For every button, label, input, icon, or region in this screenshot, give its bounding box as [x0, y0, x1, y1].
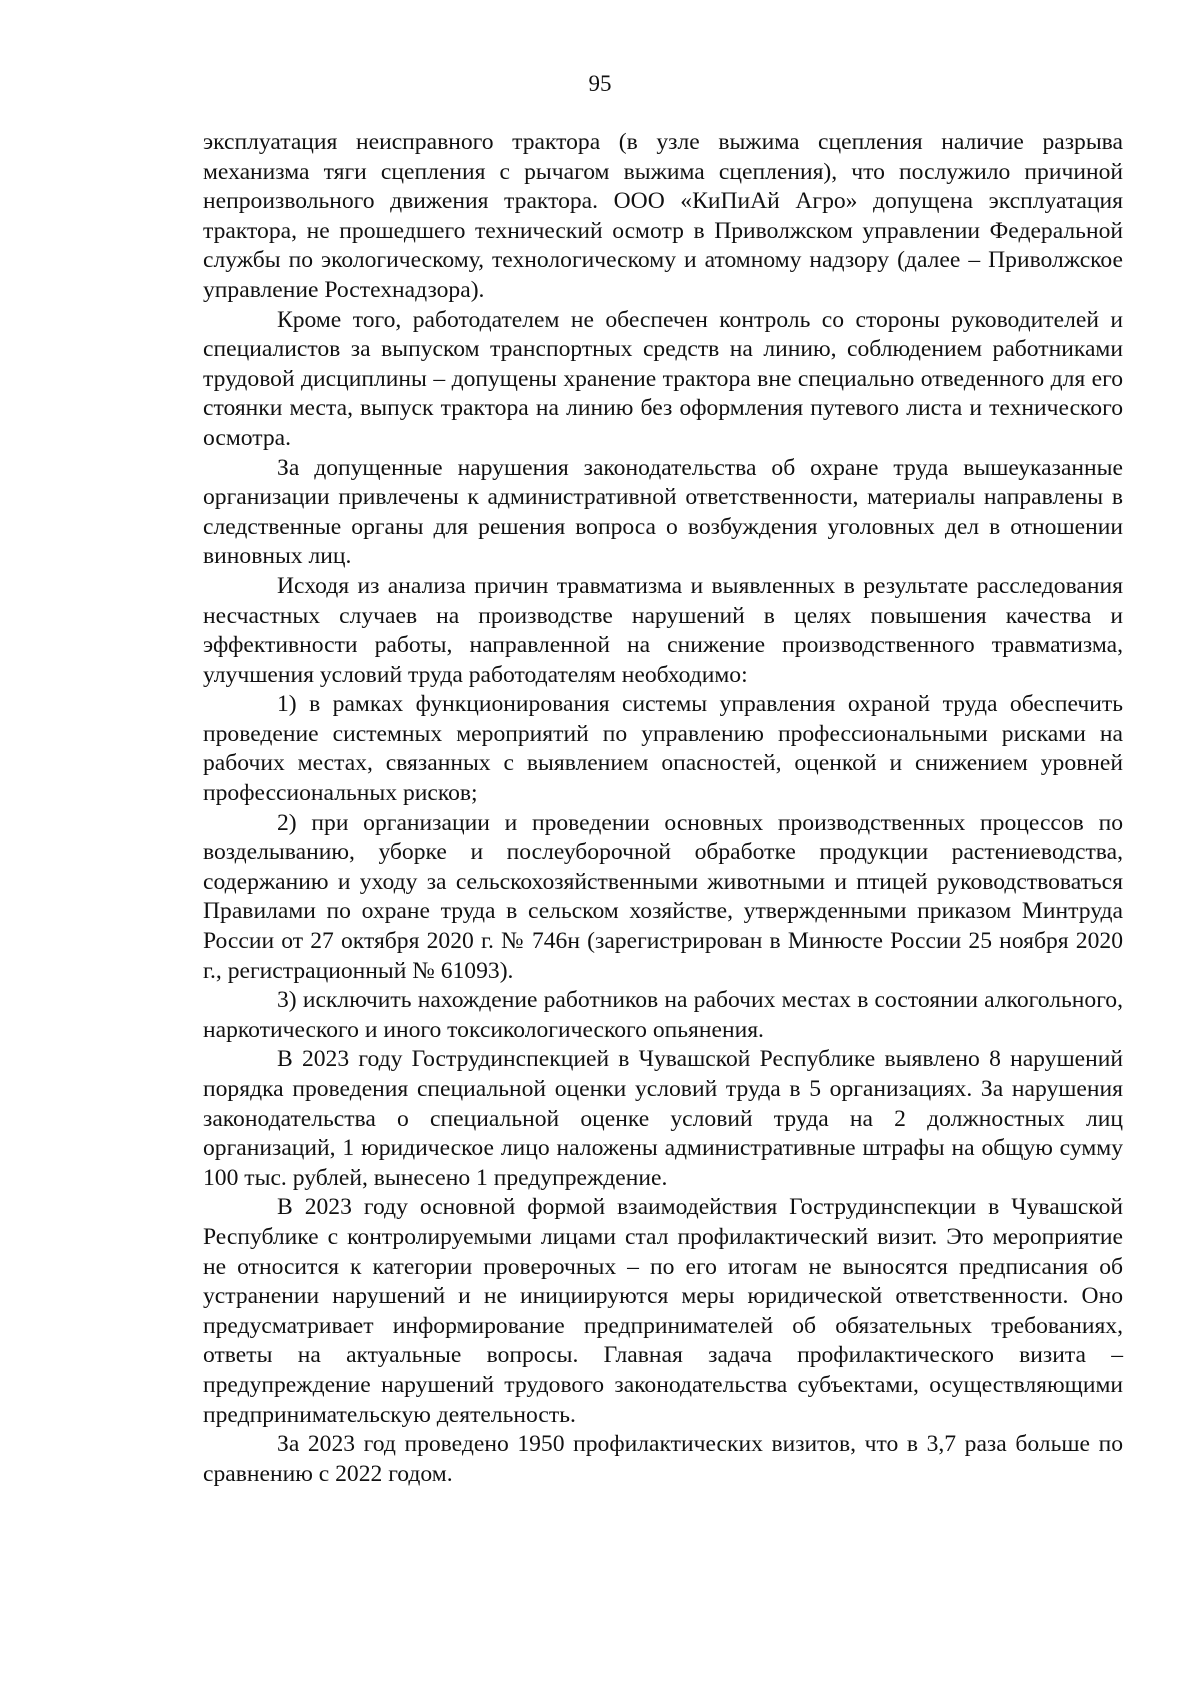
- paragraph-1: эксплуатация неисправного трактора (в узле выжима сцепления наличие разрыва механизма тяги сцепления с рычагом выжима сцепления), что послужило причиной непроизвольного движения трактора. ООО «КиПиАй Агро» допущена эксплуатация трактора, не прошедшего технический осмотр в Приволжском управлении Федеральной службы по экологическому, технологическому и атомному надзору (далее – Приволжское управление Ростехнадзора).: [203, 129, 1123, 303]
- document-body: [203, 128, 1123, 1489]
- list-item-1: 1) в рамках функционирования системы управления охраной труда обеспечить проведение системных мероприятий по управлению профессиональными рисками на рабочих местах, связанных с выявлением опасностей, оценкой и снижением уровней профессиональных рисков;: [203, 691, 1123, 807]
- list-item-2: 2) при организации и проведении основных производственных процессов по возделыванию, уборке и послеуборочной обработке продукции растениеводства, содержанию и уходу за сельскохозяйственными животными и птицей руководствоваться Правилами по охране труда в сельском хозяйстве, утвержденными приказом Минтруда России от 27 октября 2020 г. № 746н (зарегистрирован в Минюсте России 25 ноября 2020 г., регистрационный № 61093).: [203, 809, 1123, 984]
- paragraph-4: Исходя из анализа причин травматизма и выявленных в результате расследования несчастных случаев на производстве нарушений в целях повышения качества и эффективности работы, направленной на снижение производственного травматизма, улучшения условий труда работодателям необходимо:: [203, 572, 1123, 688]
- paragraph-2: Кроме того, работодателем не обеспечен контроль со стороны руководителей и специалистов за выпуском транспортных средств на линию, соблюдением работниками трудовой дисциплины – допущены хранение трактора вне специально отведенного для его стоянки места, выпуск трактора на линию без оформления путевого листа и технического осмотра.: [203, 306, 1123, 451]
- paragraph-6: В 2023 году основной формой взаимодействия Гострудинспекции в Чувашской Республике с контролируемыми лицами стал профилактический визит. Это мероприятие не относится к категории проверочных – по его итогам не выносятся предписания об устранении нарушений и не инициируются меры юридической ответственности. Оно предусматривает информирование предпринимателей об обязательных требованиях, ответы на актуальные вопросы. Главная задача профилактического визита – предупреждение нарушений трудового законодательства субъектами, осуществляющими предпринимательскую деятельность.: [203, 1194, 1123, 1428]
- list-item-3: 3) исключить нахождение работников на рабочих местах в состоянии алкогольного, наркотического и иного токсикологического опьянения.: [203, 987, 1123, 1043]
- page-number: 95: [588, 71, 612, 96]
- paragraph-7: За 2023 год проведено 1950 профилактических визитов, что в 3,7 раза больше по сравнению с 2022 годом.: [203, 1431, 1123, 1487]
- paragraph-5: В 2023 году Гострудинспекцией в Чувашской Республике выявлено 8 нарушений порядка проведения специальной оценки условий труда в 5 организациях. За нарушения законодательства о специальной оценке условий труда на 2 должностных лиц организаций, 1 юридическое лицо наложены административные штрафы на общую сумму 100 тыс. рублей, вынесено 1 предупреждение.: [203, 1046, 1123, 1191]
- paragraph-3: За допущенные нарушения законодательства об охране труда вышеуказанные организации привлечены к административной ответственности, материалы направлены в следственные органы для решения вопроса о возбуждения уголовных дел в отношении виновных лиц.: [203, 454, 1123, 570]
